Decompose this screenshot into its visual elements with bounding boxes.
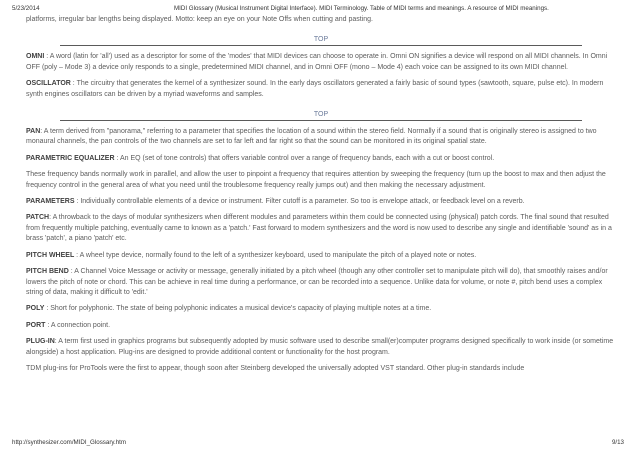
glossary-entry	[26, 267, 616, 298]
glossary-entry	[26, 304, 616, 314]
glossary-term: PORT	[26, 321, 46, 329]
glossary-term: PAN	[26, 128, 41, 136]
glossary-definition: These frequency bands normally work in parallel, and allow the user to pinpoint a frequency that requires attention by sweeping the frequency (turn up the boost to max and then adjust the frequency control in the general area of what you need until the troublesome frequency really jumps out) and then making the necessary adjustment.	[26, 171, 606, 189]
glossary-term: OSCILLATOR	[26, 80, 71, 88]
glossary-term: PLUG-IN	[26, 338, 55, 346]
print-page-title: MIDI Glossary (Musical Instrument Digital Interface). MIDI Terminology. Table of MIDI terms and meanings. A resource of MIDI meanings.	[174, 5, 549, 12]
top-link[interactable]: TOP	[313, 111, 329, 119]
glossary-term: PITCH BEND	[26, 268, 69, 276]
glossary-content	[26, 15, 616, 374]
glossary-definition: : A throwback to the days of modular synthesizers when different modules and parameters within them could be connected using (physical) patch cords. The final sound that resulted from frequently multiple patching, eventually came to known as a 'patch.' Fast forward to modern synthesizers and the word is now used to describe any single and identifiable 'sound' as in a brass 'patch', a piano 'patch' etc.	[26, 214, 612, 243]
glossary-entry	[26, 79, 616, 100]
glossary-entry	[26, 213, 616, 244]
glossary-entry	[26, 52, 616, 73]
glossary-section-p	[26, 127, 616, 374]
glossary-definition: : Short for polyphonic. The state of being polyphonic indicates a musical device's capacity of playing multiple notes at a time.	[44, 305, 432, 313]
glossary-definition: : An EQ (set of tone controls) that offers variable control over a range of frequency bands, each with a cut or boost control.	[114, 154, 495, 162]
glossary-definition: TDM plug-ins for ProTools were the first to appear, though soon after Steinberg developed the universally adopted VST standard. Other plug-in standards include	[26, 364, 525, 372]
print-date: 5/23/2014	[12, 5, 40, 12]
glossary-definition: : A term derived from "panorama," referring to a parameter that specifies the location of a sound within the stereo field. Normally if a sound that is originally stereo is assigned to two monaural channels, the pan controls of the two channels are set to far left and far right so that the sound can be monitored in its original spatial state.	[26, 128, 597, 146]
print-url: http://synthesizer.com/MIDI_Glossary.htm	[12, 439, 127, 446]
glossary-entry	[26, 127, 616, 148]
section-divider	[60, 45, 582, 46]
glossary-definition: : Individually controllable elements of a device or instrument. Filter cutoff is a parameter. So too is envelope attack, or feedback level on a reverb.	[74, 198, 525, 206]
glossary-term: POLY	[26, 305, 45, 313]
print-page-number: 9/13	[611, 439, 624, 446]
glossary-term: PITCH WHEEL	[26, 251, 75, 259]
glossary-entry	[26, 154, 616, 164]
glossary-section-o	[26, 52, 616, 100]
glossary-term: PARAMETRIC EQUALIZER	[26, 154, 115, 162]
glossary-entry	[26, 337, 616, 358]
top-link[interactable]: TOP	[313, 36, 329, 44]
section-divider	[60, 120, 582, 121]
glossary-definition: : A word (latin for 'all') used as a descriptor for some of the 'modes' that MIDI devices can choose to operate in. Omni ON signifies a device will respond on all MIDI channels. In Omni OFF (poly – Mode 3) a device only responds to a single, predetermined MIDI channel, and in Omni OFF (mono – Mode 4) each voice can be assigned to its own MIDI channel.	[26, 53, 608, 71]
glossary-definition: : A term first used in graphics programs but subsequently adopted by music software used to describe small(er)computer programs designed specifically to work inside (or sometime alongside) a host application. Plug-ins are designed to provide additional content or functionality for the host program.	[26, 338, 614, 356]
glossary-definition: : A wheel type device, normally found to the left of a synthesizer keyboard, used to manipulate the pitch of a played note or notes.	[74, 251, 477, 259]
glossary-term: OMNI	[26, 53, 45, 61]
intro-tail-text: platforms, irregular bar lengths being displayed. Motto: keep an eye on your Note Offs when cutting and pasting.	[26, 16, 373, 23]
glossary-definition: : The circuitry that generates the kernel of a synthesizer sound. In the early days oscillators generated a fairly basic of sound types (sawtooth, square, pulse etc). In modern synth engines oscillators can be driven by a myriad waveforms and samples.	[26, 80, 604, 98]
glossary-entry	[26, 170, 616, 191]
glossary-term: PATCH	[26, 214, 50, 222]
glossary-entry	[26, 364, 616, 374]
glossary-entry	[26, 197, 616, 207]
glossary-entry	[26, 321, 616, 331]
glossary-term: PARAMETERS	[26, 198, 75, 206]
glossary-definition: : A Channel Voice Message or activity or message, generally initiated by a pitch wheel (though any other controller set to manipulate pitch will do), that smoothly raises and/or lowers the pitch of note or chord. This can be achieve in real time during a performance, or can be recorded into a sequence. Unlike data for volume, or note #, pitch bend uses a complex string of data, making it difficult to 'edit.'	[26, 268, 608, 296]
glossary-entry	[26, 251, 616, 261]
glossary-definition: : A connection point.	[45, 321, 111, 329]
